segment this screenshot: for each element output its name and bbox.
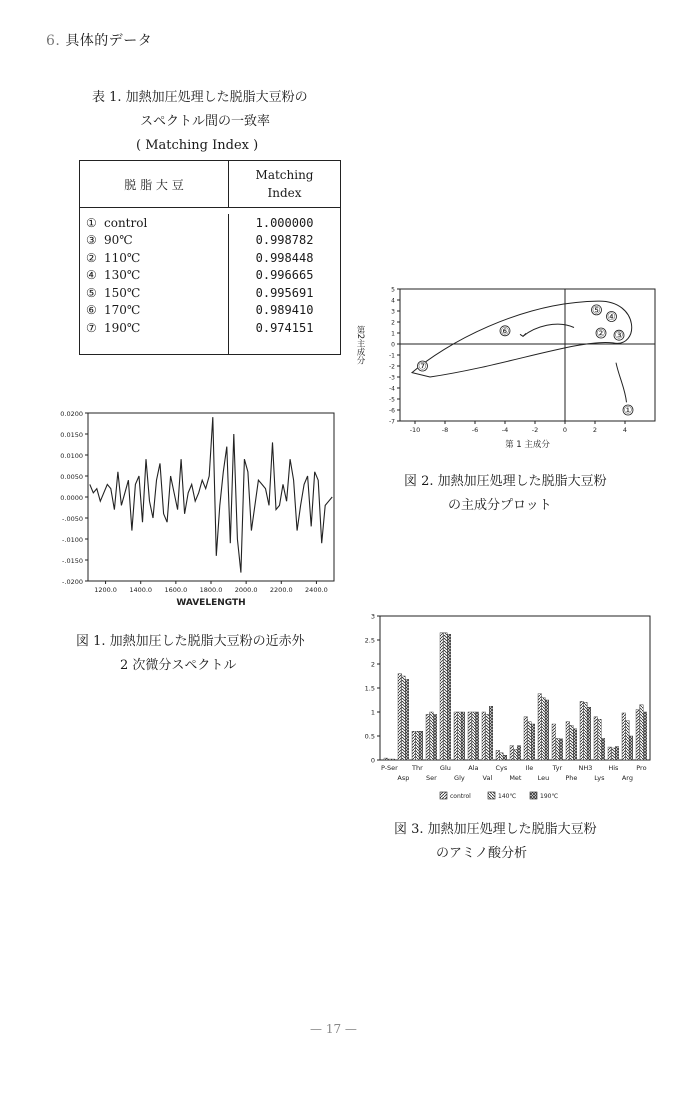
bar: [458, 712, 462, 760]
x-tick-label: 1600.0: [164, 586, 188, 594]
control-pointer-arrow: [616, 363, 627, 403]
bar: [545, 700, 549, 760]
x-tick-label: 0: [562, 426, 568, 434]
page-number: — 17 —: [310, 1022, 357, 1036]
legend-swatch: [488, 792, 495, 799]
x-tick-label: 2400.0: [305, 586, 328, 594]
category-label: P-Ser: [380, 764, 398, 772]
header-sample: 脱 脂 大 豆: [80, 161, 229, 208]
bar: [622, 713, 626, 760]
y-tick-label: -.0050: [62, 515, 83, 523]
bar: [468, 712, 472, 760]
category-label: Cys: [495, 764, 508, 772]
x-tick-label: -2: [531, 426, 539, 434]
section-title: [46, 30, 152, 50]
cell-sample: [80, 249, 229, 267]
bar: [454, 712, 458, 760]
table1-caption: [92, 86, 308, 158]
y-tick-label: 0.5: [364, 732, 375, 741]
figure3-caption: [394, 818, 597, 866]
figure1-spectrum-chart: [40, 405, 340, 610]
matching-index-table: [79, 160, 341, 355]
y-tick-label: 3: [391, 308, 395, 316]
spectrum-line: [90, 417, 332, 572]
point-label: ②: [596, 328, 606, 340]
x-tick-label: 1800.0: [199, 586, 223, 594]
y-tick-label: 0: [391, 341, 395, 349]
y-tick-label: 2: [391, 319, 395, 327]
bar: [598, 719, 602, 760]
bar: [514, 749, 518, 760]
bar: [405, 679, 409, 760]
bar: [594, 717, 598, 760]
table1-caption-line: ( Matching Index ): [136, 138, 259, 153]
figure3-caption-line: のアミノ酸分析: [436, 846, 528, 861]
bar: [447, 634, 451, 760]
category-label: Asp: [397, 774, 410, 782]
legend-label: 140℃: [498, 793, 517, 800]
figure1-caption-line: 2 次微分スペクトル: [120, 658, 237, 673]
table-body: [80, 208, 341, 355]
bar: [482, 712, 486, 760]
cell-sample: [80, 267, 229, 285]
x-tick-label: -10: [409, 426, 421, 434]
bar: [472, 712, 476, 760]
bar: [552, 724, 556, 760]
cell-sample: [80, 302, 229, 320]
category-label: Pro: [636, 764, 647, 772]
y-tick-label: 0: [370, 756, 375, 765]
table-row: [80, 302, 341, 320]
bar: [384, 758, 388, 760]
category-label: Met: [509, 774, 522, 782]
figure2-caption-line: 図 2. 加熱加圧処理した脱脂大豆粉: [404, 474, 607, 489]
y-tick-label: 0.0000: [60, 494, 83, 502]
header-matching-line2: Index: [267, 186, 302, 200]
point-label: ①: [623, 405, 633, 417]
x-tick-label: -6: [471, 426, 479, 434]
x-tick-label: 2: [592, 426, 598, 434]
bar: [566, 722, 570, 760]
category-label: Glu: [439, 764, 451, 772]
y-tick-label: 0.0100: [60, 452, 83, 460]
bar: [636, 710, 640, 760]
y-tick-label: -7: [389, 418, 395, 426]
y-tick-label: 2: [370, 660, 375, 669]
y-tick-label: 0.0050: [60, 473, 83, 481]
bar: [391, 759, 395, 760]
sample-name: 90℃: [104, 233, 133, 248]
x-tick-label: -4: [501, 426, 509, 434]
bar: [640, 705, 644, 760]
category-label: Thr: [412, 764, 423, 772]
bar: [433, 714, 437, 760]
bar: [643, 712, 647, 760]
cell-sample: [80, 214, 229, 232]
figure3-aminoacid-chart: [360, 608, 660, 808]
bar: [412, 731, 416, 760]
category-label: Gly: [454, 774, 465, 782]
sample-marker: ④: [86, 268, 97, 283]
point-label: ⑤: [592, 305, 601, 317]
bar: [531, 724, 535, 760]
point-label: ⑥: [500, 326, 510, 338]
y-tick-label: 0.0150: [60, 431, 83, 439]
bar: [517, 746, 521, 760]
bar: [503, 755, 507, 760]
x-tick-label: 2200.0: [269, 586, 293, 594]
cell-index: 0.998448: [255, 250, 314, 265]
category-label: NH3: [578, 764, 593, 772]
x-tick-label: -8: [441, 426, 449, 434]
y-tick-label: 4: [391, 297, 395, 305]
figure2-caption: [404, 470, 607, 518]
bar: [500, 753, 504, 760]
bar: [528, 722, 532, 760]
figure1-caption-line: 図 1. 加熱加圧した脱脂大豆粉の近赤外: [76, 634, 305, 649]
table1-caption-line: スペクトル間の一致率: [140, 114, 271, 129]
bar: [538, 694, 542, 760]
table-row: [80, 267, 341, 285]
sample-marker: ①: [86, 215, 97, 230]
category-label: Val: [482, 774, 493, 782]
point-label: ⑦: [418, 361, 427, 373]
legend-label: control: [450, 793, 471, 800]
bar: [486, 714, 490, 760]
bar: [615, 747, 619, 760]
sample-name: 110℃: [104, 250, 141, 265]
y-tick-label: 5: [391, 286, 395, 294]
sample-name: 190℃: [104, 320, 141, 335]
y-tick-label: 3: [370, 612, 375, 621]
category-label: His: [608, 764, 619, 772]
cell-index: 0.998782: [255, 233, 314, 248]
figure2-caption-line: の主成分プロット: [448, 498, 552, 513]
sample-name: 150℃: [104, 285, 141, 300]
bar: [584, 702, 588, 760]
sample-marker: ⑤: [86, 285, 97, 300]
table1-caption-line: 表 1. 加熱加圧処理した脱脂大豆粉の: [92, 90, 308, 105]
y-tick-label: -5: [389, 396, 395, 404]
figure3-caption-line: 図 3. 加熱加圧処理した脱脂大豆粉: [394, 822, 597, 837]
y-tick-label: -.0150: [62, 557, 83, 565]
bar: [496, 750, 500, 760]
trend-arrow: [523, 324, 574, 336]
table-header-row: [80, 161, 341, 208]
y-tick-label: -.0100: [62, 536, 83, 544]
bar: [398, 674, 402, 760]
sample-name: control: [104, 215, 148, 230]
x-axis-label: WAVELENGTH: [176, 598, 246, 608]
category-label: Phe: [565, 774, 578, 782]
x-tick-label: 2000.0: [234, 586, 258, 594]
x-tick-label: 4: [622, 426, 628, 434]
bar: [601, 738, 605, 760]
y-tick-label: 0.0200: [60, 410, 83, 418]
sample-marker: ②: [86, 250, 97, 265]
bar: [573, 729, 577, 760]
y-tick-label: -3: [389, 374, 395, 382]
cell-sample: [80, 319, 229, 337]
y-tick-label: -2: [389, 363, 395, 371]
bar: [510, 746, 514, 760]
y-tick-label: 1: [391, 330, 395, 338]
x-axis-label: 第 1 主成分: [505, 440, 550, 450]
table-row: [80, 284, 341, 302]
bar: [587, 707, 591, 760]
bar: [461, 712, 465, 760]
point-label: ④: [607, 312, 616, 323]
y-tick-label: 1.5: [364, 684, 375, 693]
bar: [440, 633, 444, 760]
y-tick-label: -.0200: [62, 578, 83, 586]
bar: [524, 717, 528, 760]
table-row: [80, 319, 341, 337]
bar: [402, 676, 406, 760]
header-matching-index: [229, 161, 341, 208]
cell-index: 0.989410: [255, 303, 314, 318]
sample-name: 130℃: [104, 268, 141, 283]
section-number: 6.: [46, 33, 61, 49]
header-matching-line1: Matching: [255, 168, 314, 182]
table-row: [80, 249, 341, 267]
bar: [475, 712, 479, 760]
figure2-pca-chart: [350, 283, 660, 458]
cell-index: 1.000000: [255, 215, 314, 230]
bar: [489, 706, 493, 760]
bar: [388, 759, 392, 760]
y-axis-label: 第2主成分: [355, 325, 365, 365]
bar: [570, 725, 574, 760]
bar: [612, 748, 616, 760]
cell-index: 0.974151: [255, 320, 314, 335]
x-tick-label: 1400.0: [129, 586, 153, 594]
category-label: Ala: [468, 764, 479, 772]
sample-marker: ③: [86, 233, 97, 248]
table-row: [80, 214, 341, 232]
category-label: Tyr: [552, 764, 563, 772]
sample-marker: ⑥: [86, 303, 97, 318]
bar: [426, 714, 430, 760]
y-tick-label: -1: [389, 352, 395, 360]
bar: [444, 633, 448, 760]
category-label: Lys: [594, 774, 605, 782]
sample-name: 170℃: [104, 303, 141, 318]
bar: [416, 731, 420, 760]
category-label: Leu: [537, 774, 550, 782]
legend-swatch: [530, 792, 537, 799]
plot-frame: [400, 289, 655, 421]
bar: [608, 747, 612, 760]
trend-arrowhead: [520, 333, 526, 336]
cell-index: 0.995691: [255, 285, 314, 300]
cell-sample: [80, 232, 229, 250]
cell-index: 0.996665: [255, 268, 314, 283]
y-tick-label: -4: [389, 385, 395, 393]
section-heading: 具体的データ: [65, 33, 153, 49]
bar: [559, 739, 563, 760]
y-tick-label: 2.5: [364, 636, 375, 645]
bar: [430, 712, 434, 760]
y-tick-label: 1: [370, 708, 375, 717]
x-tick-label: 1200.0: [94, 586, 117, 594]
bar: [580, 701, 584, 760]
category-label: Ser: [425, 774, 437, 782]
bar: [556, 738, 560, 760]
y-tick-label: -6: [389, 407, 395, 415]
figure1-caption: [76, 630, 305, 678]
bar: [626, 721, 630, 760]
bar: [629, 736, 633, 760]
category-label: Ile: [525, 764, 534, 772]
sample-marker: ⑦: [86, 320, 97, 335]
bar: [542, 698, 546, 760]
cell-sample: [80, 284, 229, 302]
bar: [419, 731, 423, 760]
table-row: [80, 232, 341, 250]
point-label: ③: [614, 330, 624, 342]
category-label: Arg: [621, 774, 633, 782]
legend-swatch: [440, 792, 447, 799]
legend-label: 190℃: [540, 793, 559, 800]
